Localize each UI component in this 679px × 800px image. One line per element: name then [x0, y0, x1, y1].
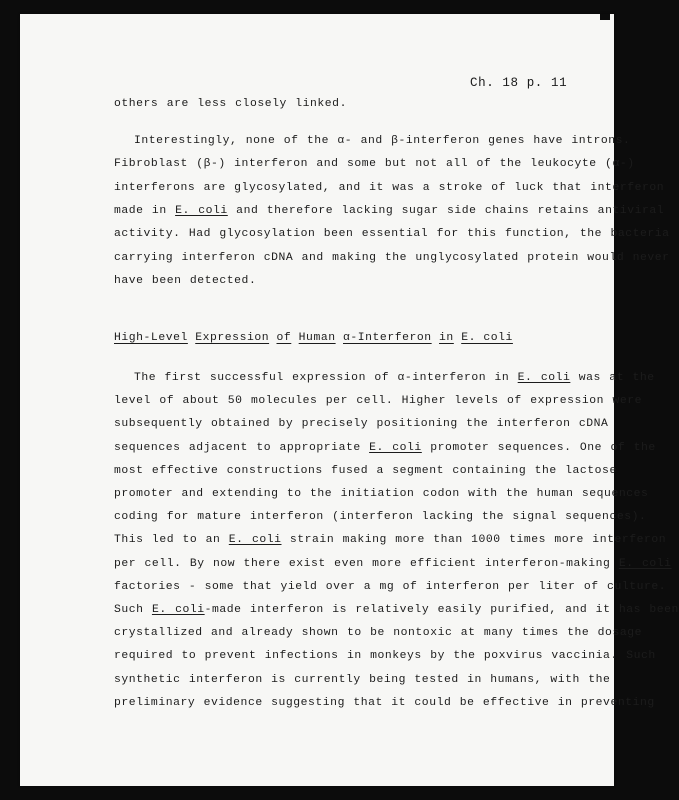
- text-line: Fibroblast (β-) interferon and some but not all of the leukocyte (α-): [114, 158, 635, 171]
- text-line: synthetic interferon is currently being tested in humans, with the: [114, 673, 611, 686]
- text-line: factories - some that yield over a mg of interferon per liter of culture.: [114, 580, 667, 593]
- heading-word: α-Interferon: [343, 332, 432, 344]
- heading-word: of: [276, 332, 292, 344]
- text-line: crystallized and already shown to be nontoxic at many times the dosage: [114, 627, 642, 640]
- text-line: This led to an E. coli strain making more than 1000 times more interferon: [114, 534, 667, 547]
- text-line: per cell. By now there exist even more efficient interferon-making E. coli: [114, 557, 672, 570]
- text-line: carrying interferon cDNA and making the unglycosylated protein would never: [114, 251, 670, 264]
- text-line: Interestingly, none of the α- and β-interferon genes have introns.: [134, 135, 631, 147]
- heading-word: Expression: [195, 332, 270, 344]
- page-number: Ch. 18 p. 11: [470, 76, 568, 90]
- heading-word: High-Level: [114, 332, 188, 344]
- text-line: most effective constructions fused a segment containing the lactose: [114, 464, 617, 477]
- text-line: required to prevent infections in monkeys by the poxvirus vaccinia. Such: [114, 650, 656, 663]
- text-line: promoter and extending to the initiation codon with the human sequences: [114, 488, 649, 500]
- text-line: activity. Had glycosylation been essential for this function, the bacteria: [114, 228, 670, 241]
- text-line: level of about 50 molecules per cell. Higher levels of expression were: [114, 395, 642, 408]
- section-heading: [114, 332, 513, 344]
- document-page: [20, 14, 679, 786]
- text-line: Such E. coli-made interferon is relatively easily purified, and it has been: [114, 604, 679, 616]
- text-line: have been detected.: [114, 274, 257, 287]
- text-line: made in E. coli and therefore lacking sugar side chains retains antiviral: [114, 204, 665, 217]
- text-line: The first successful expression of α-interferon in E. coli was at the: [134, 372, 655, 384]
- heading-word: Human: [298, 332, 336, 344]
- text-line: interferons are glycosylated, and it was a stroke of luck that interferon: [114, 181, 665, 194]
- text-line: others are less closely linked.: [114, 98, 347, 110]
- text-line: preliminary evidence suggesting that it could be effective in preventing: [114, 696, 655, 709]
- text-line: coding for mature interferon (interferon lacking the signal sequences).: [114, 511, 647, 524]
- text-line: subsequently obtained by precisely positioning the interferon cDNA: [114, 418, 609, 431]
- page-corner-mark: [600, 14, 610, 20]
- heading-word: in: [439, 332, 454, 344]
- heading-word: E. coli: [461, 332, 513, 344]
- text-line: sequences adjacent to appropriate E. coli promoter sequences. One of the: [114, 441, 656, 454]
